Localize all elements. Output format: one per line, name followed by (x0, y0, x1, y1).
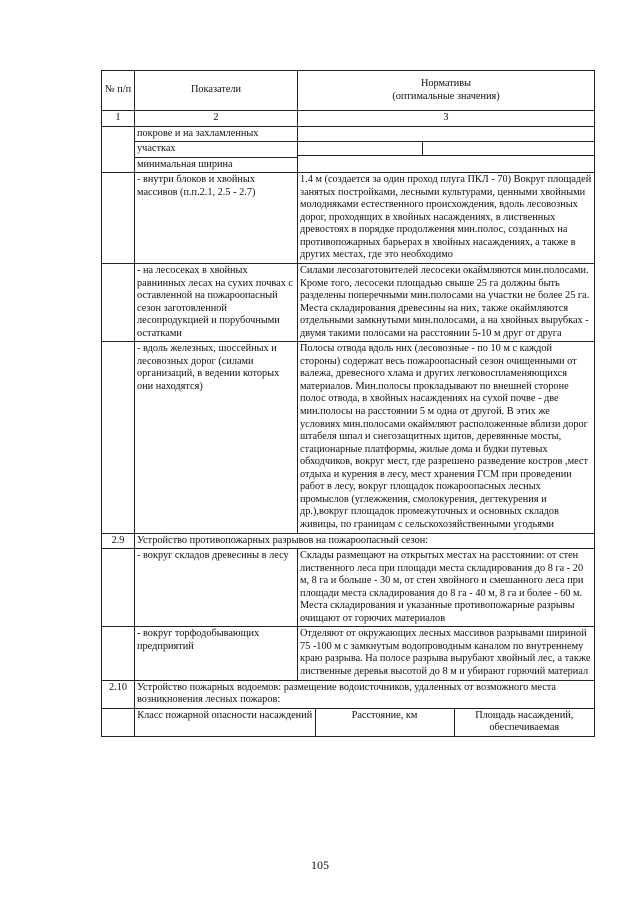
norms-table (101, 70, 595, 737)
distance-header: Расстояние, км (315, 709, 454, 736)
table-row (102, 549, 595, 627)
fire-class-header: Класс пожарной опасности насаждений (135, 709, 315, 736)
number-cell (102, 264, 135, 342)
section-number: 2.9 (102, 533, 135, 549)
table-header-row (102, 71, 595, 111)
header-norms-title: Нормативы (420, 77, 472, 89)
number-cell (102, 549, 135, 627)
norm-cell: Отделяют от окружающих лесных массивов разрывами шириной 75 -100 м с замкнутым водопроводным каналом по внутреннему краю разрыва. На полосе разрыва вырубают хвойный лес, а также лиственные деревья высотой до 8 м и убирают горючий материал (298, 627, 595, 680)
number-cell (102, 627, 135, 680)
column-number-1: 1 (102, 111, 135, 127)
section-row (102, 533, 595, 549)
number-cell (102, 126, 135, 173)
header-norms-subtitle: (оптимальные значения) (392, 90, 500, 102)
norm-cell: Полосы отвода вдоль них (лесовозные - по 10 м с каждой стороны) содержат весь пожароопасный сезон очищенными от валежа, древесного хлама и других легковоспламеняющихся материалов. Мин.полосы прокладывают по внешней стороне полос отвода, в хвойных насаждениях на сухой почве - две мин.полосы на расстоянии 5 м одна от другой. В этих же условиях мин.полосами окаймляют расположенные вблизи дорог штабеля шпал и снегозащитных щитов, деревянные мосты, стационарные платформы, жилые дома и будки путевых обходчиков, вокруг мест, где разрешено разведение костров ,мест отдыха и курения в лесу, мест хранения ГСМ при проведении работ в лесу, вокруг площадок пожароопасных лесных промыслов (углежжения, смолокурения, дегтекурения и др.),вокруг площадок промежуточных и основных складов живицы, по границам с сельскохозяйственными угодьями (298, 342, 595, 533)
indicator-cell: - вдоль железных, шоссейных и лесовозных дорог (силами организаций, в ведении которых они находятся) (135, 342, 298, 533)
indicator-cell: - внутри блоков и хвойных массивов (п.п.2.1, 2.5 - 2.7) (135, 173, 298, 264)
indicator-cell: - на лесосеках в хвойных равнинных лесах на сухих почвах с оставленной на пожароопасный сезон заготовленной лесопродукцией и порубочными остатками (135, 264, 298, 342)
column-number-3: 3 (298, 111, 595, 127)
table-row (102, 173, 595, 264)
table-row (102, 264, 595, 342)
subheader-cell (135, 708, 595, 736)
indicator-text: покрове и на захламленных (135, 127, 297, 143)
water-source-subheader (135, 709, 594, 736)
indicator-text: участках (135, 142, 297, 158)
number-cell (102, 173, 135, 264)
indicator-text: минимальная ширина (137, 158, 233, 170)
number-cell (102, 708, 135, 736)
header-indicators: Показатели (135, 71, 298, 111)
header-norms (298, 71, 595, 111)
area-header: Площадь насаждений, обеспечиваемая (475, 709, 574, 734)
indicator-cell: - вокруг складов древесины в лесу (135, 549, 298, 627)
section-number: 2.10 (102, 680, 135, 708)
section-title: Устройство противопожарных разрывов на пожароопасный сезон: (135, 533, 595, 549)
indicator-cell: - вокруг торфодобывающих предприятий (135, 627, 298, 680)
column-numbers-row (102, 111, 595, 127)
norm-cell: Склады размещают на открытых местах на расстоянии: от стен лиственного леса при площади места складирования до 8 га - 20 м, 8 га и больше - 30 м, от стен хвойного и смешанного леса при площади места складирования до 8 га - 40 м, 8 га и более - 60 м. Места складирования и указанные противопожарные разрывы очищают от горючих материалов (298, 549, 595, 627)
norm-cell: 1.4 м (создается за один проход плуга ПКЛ - 70) Вокруг площадей занятых постройками, лесными культурами, ценными хвойными молодняками естественного происхождения, вдоль лесовозных дорог, проходящих в хвойных насаждениях, в лиственных древостоях в порядке продолжения мин.полос, созданных на противопожарных барьерах в хвойных насаждениях, а также в других местах, где это необходимо (298, 173, 595, 264)
table-row (102, 342, 595, 533)
table-row (102, 627, 595, 680)
column-number-2: 2 (135, 111, 298, 127)
header-number: № п/п (102, 71, 135, 111)
page-number: 105 (311, 858, 329, 872)
section-title: Устройство пожарных водоемов: размещение водоисточников, удаленных от возможного места возникновения лесных пожаров: (135, 680, 595, 708)
indicator-cell (135, 126, 298, 173)
section-row (102, 680, 595, 708)
norm-cell (298, 126, 595, 173)
number-cell (102, 342, 135, 533)
table-row (102, 126, 595, 173)
subheader-row (102, 708, 595, 736)
norm-cell: Силами лесозаготовителей лесосеки окаймляются мин.полосами. Кроме того, лесосеки площадью свыше 25 га должны быть разделены поперечными мин.полосами на участки не более 25 га. Места складирования древесины на них, также окаймляются отдельными замкнутыми мин.полосами, а на хвойных вырубках - двумя такими полосами на расстоянии 5-10 м друг от друга (298, 264, 595, 342)
